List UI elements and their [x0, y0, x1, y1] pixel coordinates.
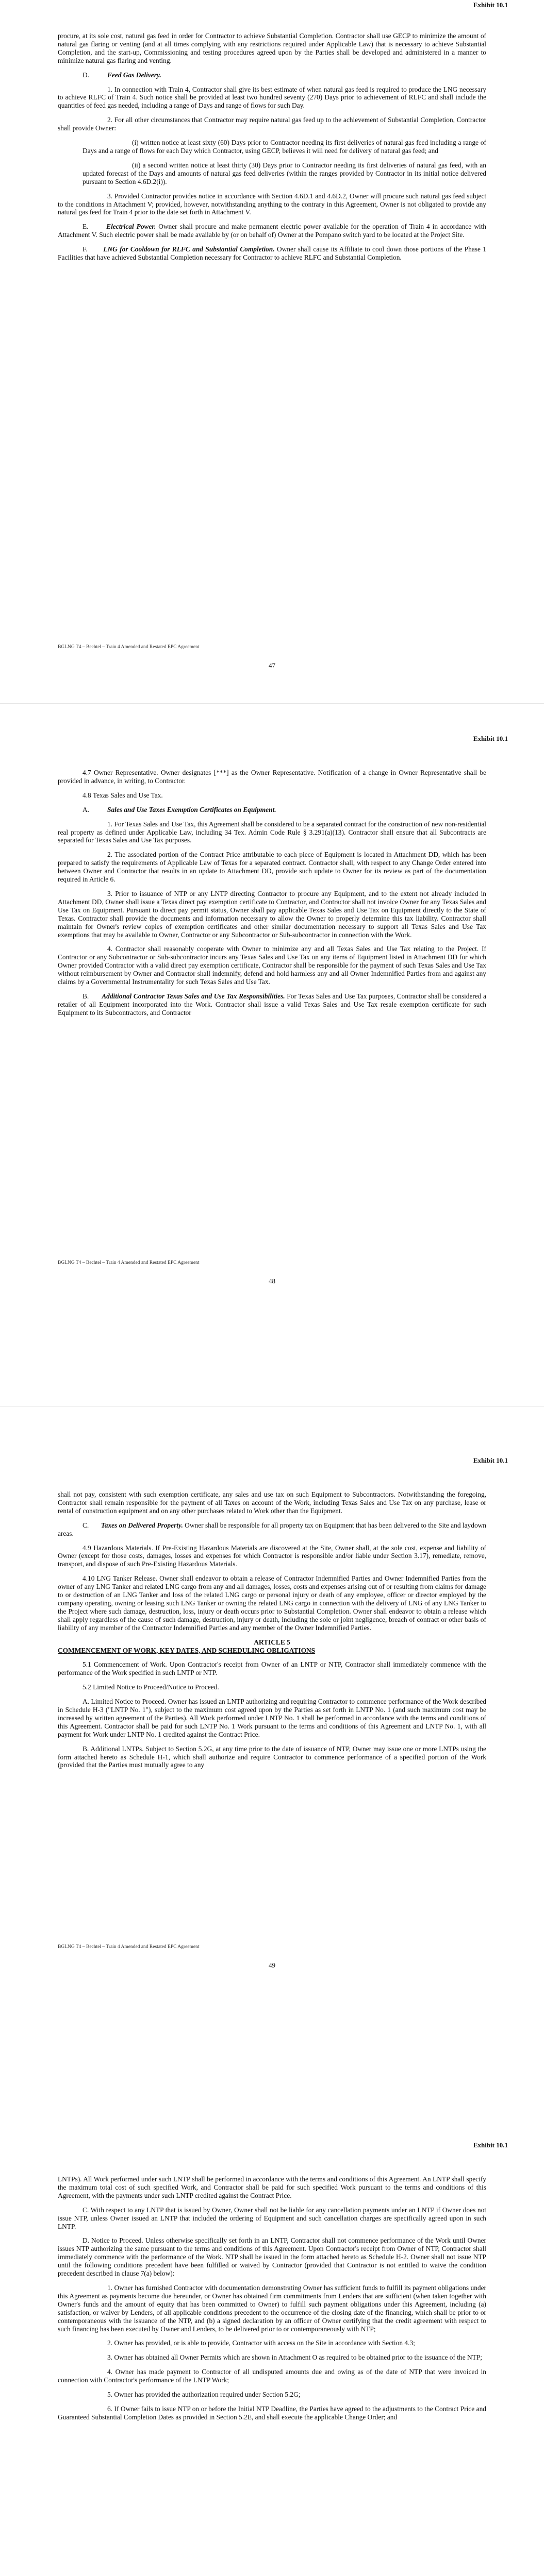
- paragraph: 6. If Owner fails to issue NTP on or before the Initial NTP Deadline, the Parties have agreed to the adjustments to the Contract Price and Guaranteed Substantial Completion Dates as provided in Section 5.2E, and shall execute the applicable Change Order; and: [58, 2404, 486, 2421]
- exhibit-label: Exhibit 10.1: [473, 1456, 508, 1464]
- paragraph: LNTPs). All Work performed under such LNTP shall be performed in accordance with the terms and conditions of this Agreement. An LNTP shall specify the maximum total cost of such specified Work, and Contractor shall be paid for such specified Work pursuant to the terms and conditions of this Agreement, with the payments under such LNTP credited against the Contract Price.: [58, 2175, 486, 2199]
- footer: BGLNG T4 – Bechtel – Train 4 Amended and Restated EPC Agreement: [58, 1944, 200, 1950]
- exhibit-label: Exhibit 10.1: [473, 2141, 508, 2149]
- footer: BGLNG T4 – Bechtel – Train 4 Amended and Restated EPC Agreement: [58, 1260, 200, 1265]
- paragraph: 3. Provided Contractor provides notice in accordance with Section 4.6D.1 and 4.6D.2, Owner will procure such natural gas feed subject to the conditions in Attachment V; provided, however, notwithstanding anything to the contrary in this Agreement, Owner is not obligated to provide any natural gas feed for Train 4 prior to the date set forth in Attachment V.: [58, 192, 486, 216]
- paragraph: 2. Owner has provided, or is able to provide, Contractor with access on the Site in accordance with Section 4.3;: [107, 2339, 415, 2347]
- section-heading: A. Sales and Use Taxes Exemption Certificates on Equipment.: [83, 805, 276, 814]
- paragraph: B. Additional Contractor Texas Sales and Use Tax Responsibilities. For Texas Sales and Use Tax purposes, Contractor shall be considered a retailer of all Equipment incorporated into the Work. Contractor shall issue a valid Texas Sales and Use Tax resale exemption certificate for such Equipment to its Subcontractors, and Contractor: [58, 992, 487, 1016]
- paragraph: 5. Owner has provided the authorization required under Section 5.2G;: [107, 2391, 301, 2399]
- paragraph: 5.2 Limited Notice to Proceed/Notice to Proceed.: [83, 1683, 219, 1691]
- page-48: [0, 703, 544, 1406]
- paragraph: shall not pay, consistent with such exemption certificate, any sales and use tax on such Equipment to Subcontractors. Notwithstanding the foregoing, Contractor shall remain responsible for the payment of all Taxes on account of the Work, including Texas Sales and Use Tax on any purchase, lease or rental of construction equipment and on any other purchases related to Work other than the Equipment.: [58, 1490, 486, 1515]
- paragraph: (ii) a second written notice at least thirty (30) Days prior to Contractor needing its first deliveries of natural gas feed, with an updated forecast of the Days and amounts of natural gas feed deliveries (within the ranges provided by Contractor in its initial notice delivered pursuant to Section 4.6D.2(i)).: [83, 161, 486, 185]
- paragraph: 4.9 Hazardous Materials. If Pre-Existing Hazardous Materials are discovered at the Site, Owner shall, at the sole cost, expense and liability of Owner (except for those costs, damages, losses and expenses for which Contractor is responsible and/or liable under Section 3.17), remediate, remove, transport, and dispose of such Pre-Existing Hazardous Materials.: [58, 1544, 486, 1568]
- section-heading: D. Feed Gas Delivery.: [83, 71, 161, 79]
- heading-title: Feed Gas Delivery.: [107, 71, 161, 79]
- paragraph: 1. For Texas Sales and Use Tax, this Agreement shall be considered to be a separated contract for the construction of new non-residential real property as defined under Applicable Law, including 34 Tex. Admin Code Rule § 3.291(a)(13). Contractor shall ensure that all Subcontracts are separated for Texas Sales and Use Tax purposes.: [58, 820, 486, 844]
- page-content: [58, 2175, 486, 2428]
- page-50: [0, 2110, 544, 2576]
- page-49: [0, 1406, 544, 2110]
- paragraph: 3. Owner has obtained all Owner Permits which are shown in Attachment O as required to be obtained prior to the issuance of the NTP;: [107, 2353, 483, 2362]
- paragraph: 4. Owner has made payment to Contractor of all undisputed amounts due and owing as of the date of NTP that were invoiced in connection with Contractor's performance of the LNTP Work;: [58, 2368, 486, 2384]
- exhibit-label: Exhibit 10.1: [473, 1, 508, 9]
- paragraph: C. Taxes on Delivered Property. Owner shall be responsible for all property tax on Equipment that has been delivered to the Site and laydown areas.: [58, 1521, 486, 1537]
- paragraph: 4.8 Texas Sales and Use Tax.: [83, 791, 163, 799]
- paragraph: F. LNG for Cooldown for RLFC and Substantial Completion. Owner shall cause its Affiliate to cool down those portions of the Phase 1 Facilities that have achieved Substantial Completion necessary for Contractor to achieve RLFC and Substantial Completion.: [58, 245, 486, 262]
- page-content: [58, 32, 486, 268]
- page-content: [58, 769, 486, 1023]
- paragraph: 1. Owner has furnished Contractor with documentation demonstrating Owner has sufficient funds to fulfill its payment obligations under this Agreement as payments become due hereunder, or Owner has obtained firm commitments from Lenders that are sufficient (when taken together with Owner's funds and the amount of equity that has been committed to Owner) to fulfill such payment obligations under this Agreement, including (a) satisfaction, or waiver by Lenders, of all applicable conditions precedent to the occurrence of the closing date of the financing, which shall be prior to or contemporaneous with the issuance of the NTP, and (b) a signed declaration by an officer of Owner certifying that the credit agreement with respect to such financing has been executed by Owner and Lenders, to be delivered prior to or contemporaneously with NTP;: [58, 2283, 486, 2333]
- paragraph: C. With respect to any LNTP that is issued by Owner, Owner shall not be liable for any cancellation payments under an LNTP if Owner does not issue NTP, unless Owner issued an LNTP that included the ordering of Equipment and such cancellation charges are specifically agreed upon in such LNTP.: [58, 2206, 486, 2230]
- page-number: 48: [269, 1277, 275, 1285]
- paragraph: 4. Contractor shall reasonably cooperate with Owner to minimize any and all Texas Sales and Use Tax relating to the Project. If Contractor or any Subcontractor or Sub-subcontractor incurs any Texas Sales and Use Tax on any items of Equipment listed in Attachment DD for which Owner provided Contractor with a valid direct pay exemption certificate, Contractor shall be responsible for the payment of such Texas Sales and Use Tax without reimbursement by Owner and Contractor shall indemnify, defend and hold harmless any and all Owner Indemnified Parties from and against any claims by a Governmental Instrumentality for such Texas Sales and Use Tax.: [58, 945, 486, 986]
- article-title: COMMENCEMENT OF WORK, KEY DATES, AND SCHEDULING OBLIGATIONS: [58, 1646, 316, 1654]
- paragraph: 4.10 LNG Tanker Release. Owner shall endeavor to obtain a release of Contractor Indemnified Parties and Owner Indemnified Parties from the owner of any LNG Tanker and related LNG cargo from any and all damages, losses, costs and expenses arising out of or resulting from claims for damage to or destruction of an LNG Tanker and loss of the related LNG cargo or personal injury or death of any employee, officer or director employed by the company operating, owning or leasing such LNG Tanker or owning the related LNG cargo in connection with the delivery of LNG of any LNG Tanker to the Project where such damage, destruction, loss, injury or death occurs prior to Substantial Completion. Owner shall endeavor to obtain a release which shall apply regardless of the cause of such damage, destruction, injury or death, including the sole or joint negligence, breach of contract or other basis of liability of any member of the Contractor Indemnified Parties and any member of the Owner Indemnified Parties.: [58, 1574, 486, 1632]
- paragraph: D. Notice to Proceed. Unless otherwise specifically set forth in an LNTP, Contractor shall not commence performance of the Work until Owner issues NTP authorizing the same pursuant to the terms and conditions of this Agreement. Upon Contractor's receipt from Owner of NTP, Contractor shall immediately commence with the performance of the Work. NTP shall be issued in the form attached hereto as Schedule H-2. Owner shall not issue NTP until the following conditions precedent have been fulfilled or waived by Contractor (provided that Contractor is not entitled to waive the condition precedent described in clause 7(a) below):: [58, 2236, 486, 2278]
- paragraph: 2. The associated portion of the Contract Price attributable to each piece of Equipment is located in Attachment DD, which has been prepared to satisfy the requirements of Applicable Law of Texas for a separated contract. Contractor shall, with respect to any Change Order entered into between Owner and Contractor that results in an update to Attachment DD, provide such update to Owner for its review as part of the documentation required in Article 6.: [58, 851, 486, 884]
- footer: BGLNG T4 – Bechtel – Train 4 Amended and Restated EPC Agreement: [58, 645, 200, 650]
- paragraph: 1. In connection with Train 4, Contractor shall give its best estimate of when natural gas feed is required to produce the LNG necessary to achieve RLFC of Train 4. Such notice shall be provided at least two hundred seventy (270) Days prior to achievement of RLFC and shall include the quantities of feed gas needed, including a range of Days and range of flows for such Day.: [58, 85, 486, 110]
- paragraph: B. Additional LNTPs. Subject to Section 5.2G, at any time prior to the date of issuance of NTP, Owner may issue one or more LNTPs using the form attached hereto as Schedule H-1, which shall authorize and require Contractor to commence performance of a specified portion of the Work (provided that the Parties must mutually agree to any: [58, 1744, 486, 1769]
- exhibit-label: Exhibit 10.1: [473, 735, 508, 742]
- paragraph: procure, at its sole cost, natural gas feed in order for Contractor to achieve Substantial Completion. Contractor shall use GECP to minimize the amount of natural gas flaring or venting (and at all times complying with any restrictions required under Applicable Law) that is necessary to achieve Substantial Completion, and the start-up, Commissioning and testing procedures agreed upon by the Parties shall be developed and administered in a manner to minimize natural gas flaring and venting.: [58, 32, 486, 64]
- page-content: [58, 1490, 486, 1775]
- paragraph: 5.1 Commencement of Work. Upon Contractor's receipt from Owner of an LNTP or NTP, Contractor shall immediately commence with the performance of the Work specified in such LNTP or NTP.: [58, 1660, 486, 1677]
- page-47: [0, 0, 544, 703]
- article-number: ARTICLE 5: [254, 1638, 290, 1646]
- paragraph: 4.7 Owner Representative. Owner designates [***] as the Owner Representative. Notification of a change in Owner Representative shall be provided in advance, in writing, to Contractor.: [58, 769, 486, 785]
- paragraph: (i) written notice at least sixty (60) Days prior to Contractor needing its first deliveries of natural gas feed including a range of Days and a range of flows for each Day which Contractor, using GECP, believes it will need for delivery of natural gas feed; and: [83, 139, 486, 155]
- paragraph: A. Limited Notice to Proceed. Owner has issued an LNTP authorizing and requiring Contractor to commence performance of the Work described in Schedule H-3 ("LNTP No. 1"), subject to the maximum cost agreed upon by the Parties as set forth in LNTP No. 1 (and such maximum cost may be increased by written agreement of the Parties). All Work performed under LNTP No. 1 shall be performed in accordance with the terms and conditions of this Agreement. Contractor shall be paid for such LNTP No. 1 Work pursuant to the terms and conditions of this Agreement and LNTP No. 1, with all payment for Work under LNTP No. 1 credited against the Contract Price.: [58, 1698, 486, 1738]
- page-number: 49: [269, 1961, 275, 1969]
- paragraph: 2. For all other circumstances that Contractor may require natural gas feed up to the achievement of Substantial Completion, Contractor shall provide Owner:: [58, 116, 486, 132]
- paragraph: 3. Prior to issuance of NTP or any LNTP directing Contractor to procure any Equipment, and to the extent not already included in Attachment DD, Owner shall issue a Texas direct pay exemption certificate to Contractor, and Contractor shall not invoice Owner for any Texas Sales and Use Tax on Equipment. Pursuant to direct pay permit status, Owner shall pay applicable Texas Sales and Use Tax on Equipment directly to the State of Texas. Contractor shall provide the documents and information necessary to allow the Owner to properly determine this tax liability. Contractor shall maintain for Owner's review copies of exemption certificates and other similar documentation necessary to support all Texas Sales and Use Tax exemptions that may be available to Owner, Contractor or any Subcontractor or Sub-subcontractor in connection with the Work.: [58, 889, 486, 939]
- paragraph: E. Electrical Power. Owner shall procure and make permanent electric power available for the operation of Train 4 in accordance with Attachment V. Such electric power shall be made available by (or on behalf of) Owner at the Pompano switch yard to be located at the Project Site.: [58, 223, 487, 239]
- page-number: 47: [269, 662, 275, 669]
